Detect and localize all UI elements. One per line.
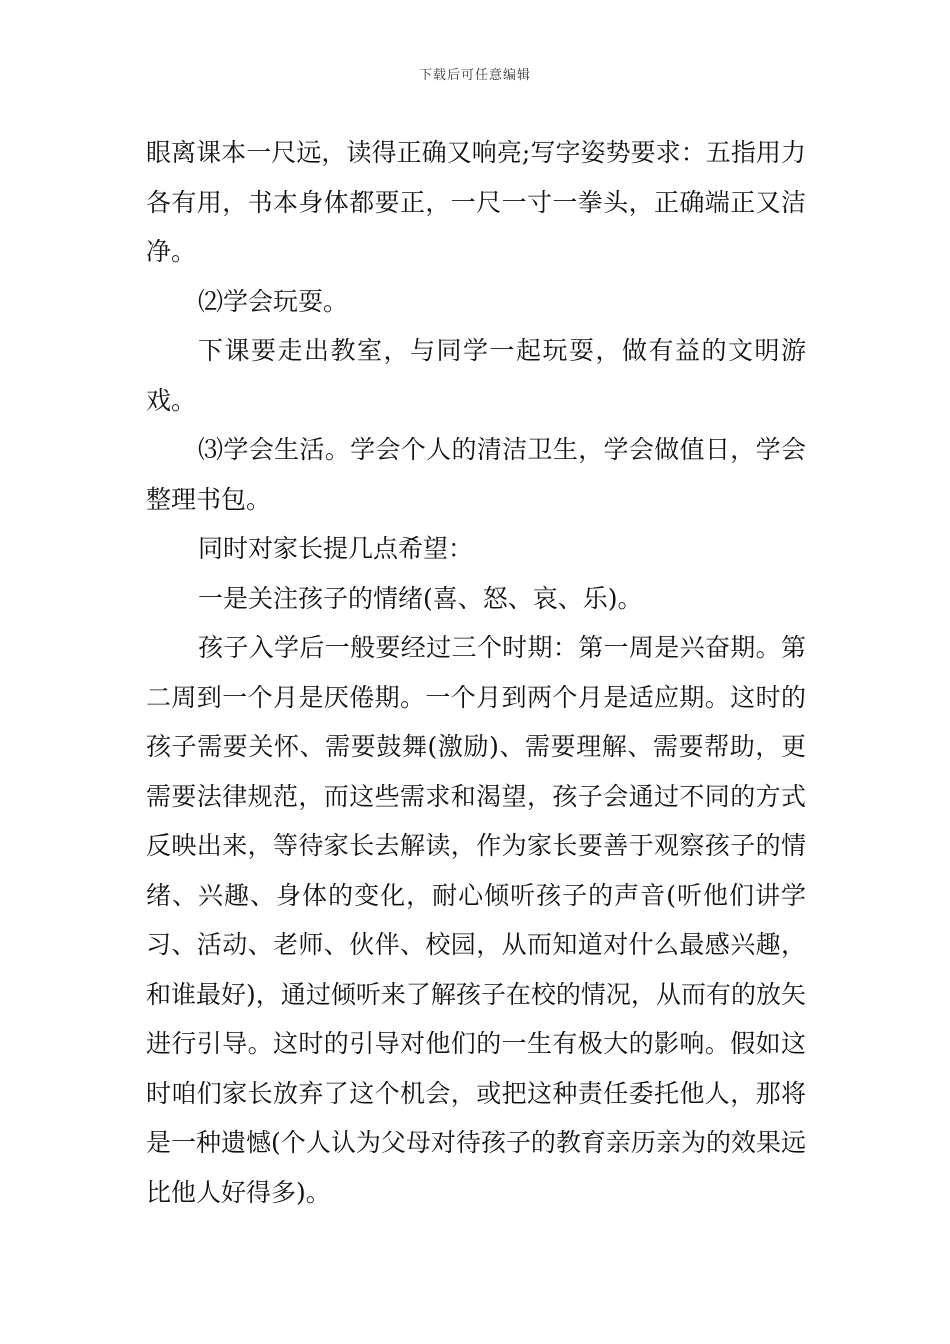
paragraph-4: ⑶学会生活。学会个人的清洁卫生，学会做值日，学会整理书包。 — [146, 435, 806, 514]
paragraph-3: 下课要走出教室，与同学一起玩耍，做有益的文明游戏。 — [146, 336, 806, 415]
page-header: 下载后可任意编辑 — [418, 68, 531, 83]
paragraph-1: 眼离课本一尺远，读得正确又响亮;写字姿势要求：五指用力各有用，书本身体都要正，一尺一寸一拳头，正确端正又洁净。 — [146, 138, 806, 266]
paragraph-2: ⑵学会玩耍。 — [198, 286, 349, 316]
document-body — [146, 128, 806, 1217]
paragraph-7: 孩子入学后一般要经过三个时期：第一周是兴奋期。第二周到一个月是厌倦期。一个月到两个月是适应期。这时的孩子需要关怀、需要鼓舞(激励)、需要理解、需要帮助，更需要法律规范，而这些需求和渴望，孩子会通过不同的方式反映出来，等待家长去解读，作为家长要善于观察孩子的情绪、兴趣、身体的变化，耐心倾听孩子的声音(听他们讲学习、活动、老师、伙伴、校园，从而知道对什么最感兴趣，和谁最好)，通过倾听来了解孩子在校的情况，从而有的放矢进行引导。这时的引导对他们的一生有极大的影响。假如这时咱们家长放弃了这个机会，或把这种责任委托他人，那将是一种遗憾(个人认为父母对待孩子的教育亲历亲为的效果远比他人好得多)。 — [146, 633, 806, 1207]
paragraph-5: 同时对家长提几点希望： — [198, 534, 474, 563]
paragraph-6: 一是关注孩子的情绪(喜、怒、哀、乐)。 — [198, 583, 643, 613]
